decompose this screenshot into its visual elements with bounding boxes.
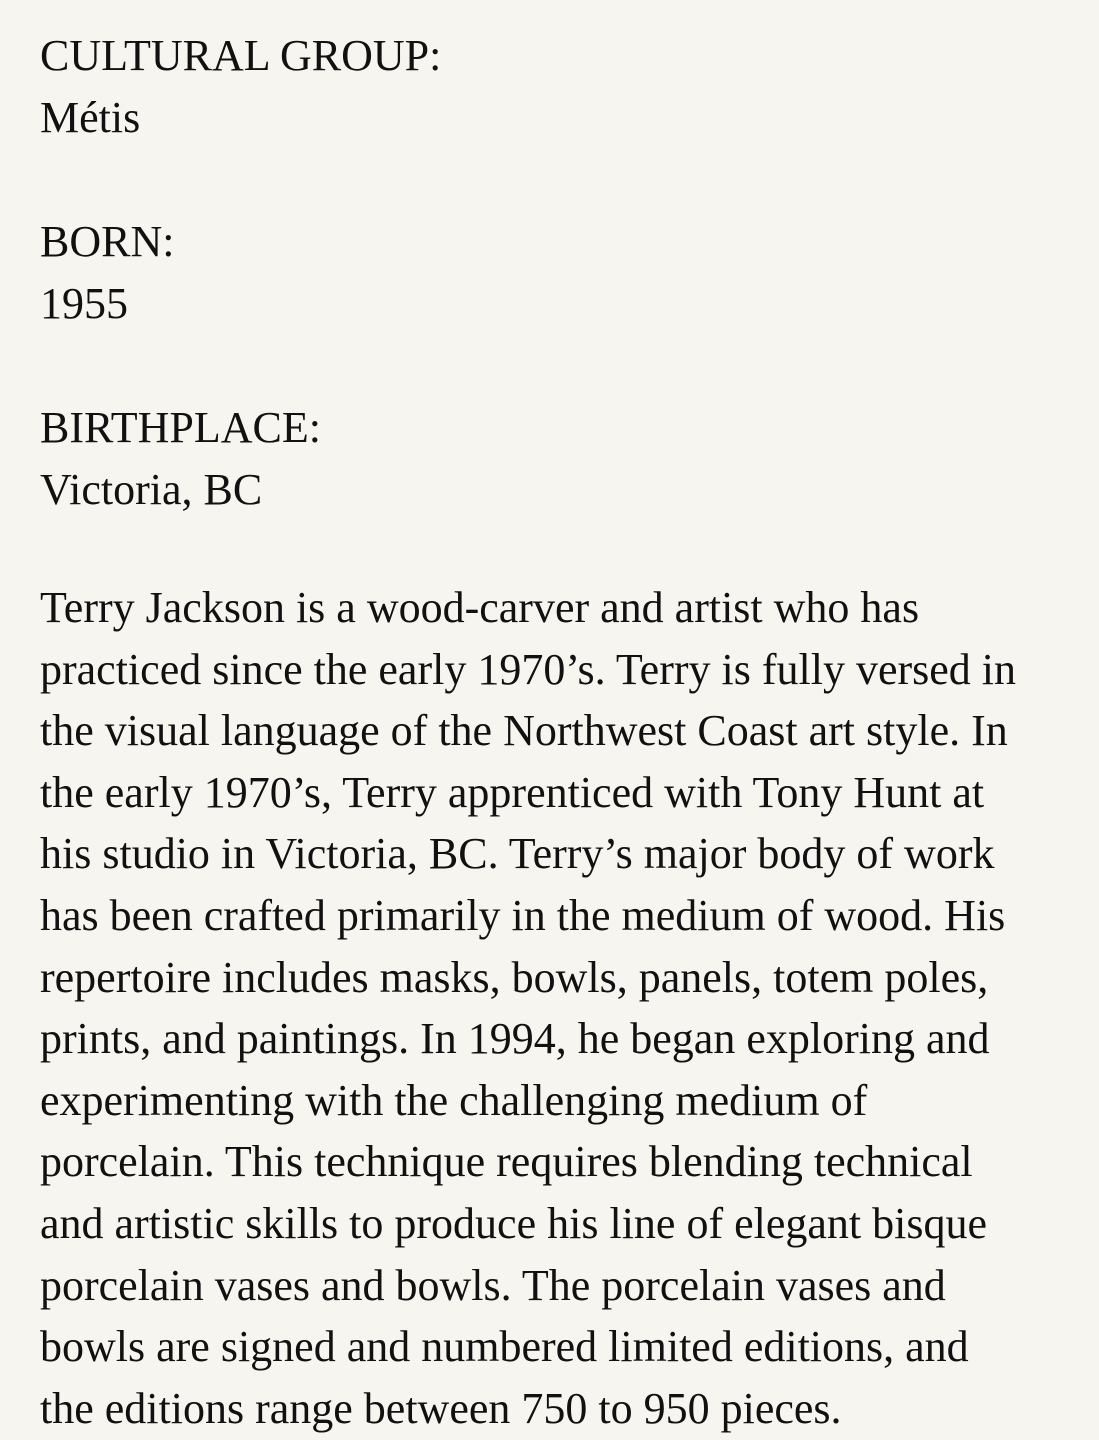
cultural-group-label: CULTURAL GROUP: <box>40 31 442 80</box>
birthplace-field <box>40 397 1059 521</box>
bio-line: has been crafted primarily in the medium of wood. His <box>40 890 1006 940</box>
bio-line: his studio in Victoria, BC. Terry’s major body of work <box>40 829 995 879</box>
bio-line: Terry Jackson is a wood-carver and artist who has <box>40 583 920 632</box>
bio-line: the early 1970’s, Terry apprenticed with Tony Hunt at <box>40 767 985 817</box>
bio-line: porcelain. This technique requires blending technical <box>40 1137 973 1187</box>
cultural-group-field <box>40 25 1059 149</box>
bio-line: repertoire includes masks, bowls, panels, totem poles, <box>40 952 989 1002</box>
bio-line: the visual language of the Northwest Coast art style. In <box>40 706 1008 756</box>
birthplace-value: Victoria, BC <box>40 465 263 514</box>
born-field <box>40 211 1059 335</box>
bio-line: bowls are signed and numbered limited editions, and <box>40 1322 969 1372</box>
born-label: BORN: <box>40 217 175 266</box>
artist-info <box>40 25 1059 521</box>
bio-line: the editions range between 750 to 950 pieces. <box>40 1383 842 1433</box>
bio-line: porcelain vases and bowls. The porcelain vases and <box>40 1260 946 1310</box>
cultural-group-value: Métis <box>40 93 141 142</box>
born-value: 1955 <box>40 279 128 328</box>
artist-biography <box>40 577 1050 1439</box>
bio-line: and artistic skills to produce his line of elegant bisque <box>40 1198 988 1248</box>
birthplace-label: BIRTHPLACE: <box>40 403 321 452</box>
bio-line: experimenting with the challenging medium of <box>40 1075 868 1125</box>
bio-line: prints, and paintings. In 1994, he began exploring and <box>40 1014 990 1064</box>
bio-line: practiced since the early 1970’s. Terry is fully versed in <box>40 644 1017 694</box>
